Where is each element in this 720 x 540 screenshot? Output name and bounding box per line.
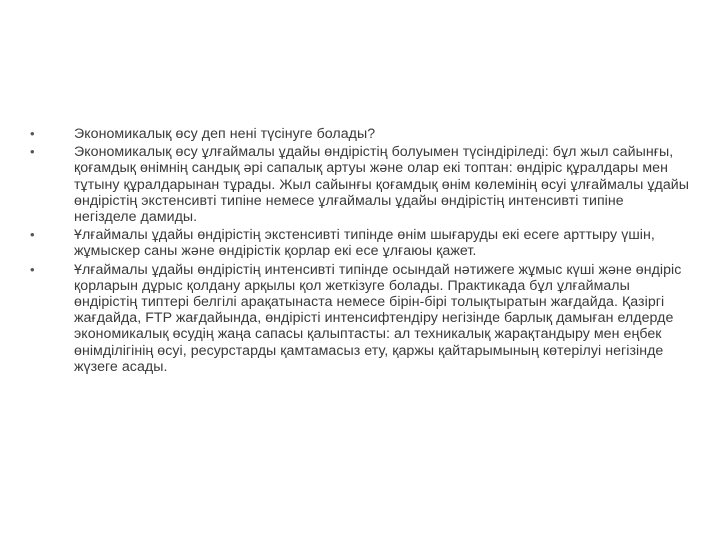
bullet-text: Ұлғаймалы ұдайы өндірістің интенсивті типінде осындай нәтижеге жұмыс күші және өндіріс қорларын дұрыс қолдану арқылы қол жеткізуге болады. Практикада бұл ұлғаймалы өндірістің типтері белгілі арақатынаста немесе бірін-бірі толықтыратын жағдайда. Қазіргі жағдайда, FTP жағдайында, өндірісті интенсифтендіру негізінде барлық дамыған елдерде экономикалық өсудің жаңа сапасы қалыптасты: ал техникалық жарақтандыру мен еңбек өнімділігінің өсуі, ресурстарды қамтамасыз ету, қаржы қайтарымының көтерілуі негізінде жүзеге асады. (74, 261, 682, 375)
bullet-item-intensive-type (30, 262, 690, 375)
bullet-text: Ұлғаймалы ұдайы өндірістің экстенсивті типінде өнім шығаруды екі есеге арттыру үшін, жұмыскер саны және өндірістік қорлар екі есе ұлғаюы қажет. (74, 227, 655, 260)
bullet-item-definition (30, 144, 690, 225)
bullet-marker: • (30, 227, 35, 243)
bullet-list (30, 126, 690, 377)
bullet-item-extensive-type (30, 227, 690, 259)
bullet-text: Экономикалық өсу ұлғаймалы ұдайы өндірістің болуымен түсіндіріледі: бұл жыл сайынғы, қоғамдық өнімнің сандық әрі сапалық артуы және олар екі топтан: өндіріс құралдары мен тұтыну құралдарынан тұрады. Жыл сайынғы қоғамдық өнім көлемінің өсуі ұлғаймалы ұдайы өндірістің экстенсивті типіне немесе ұлғаймалы ұдайы өндірістің интенсивті типіне негізделе дамиды. (74, 144, 690, 226)
bullet-marker: • (30, 144, 35, 160)
bullet-item-question (30, 126, 690, 142)
bullet-text: Экономикалық өсу деп нені түсінуге болады? (74, 126, 376, 142)
bullet-marker: • (30, 126, 35, 141)
bullet-marker: • (30, 261, 35, 277)
